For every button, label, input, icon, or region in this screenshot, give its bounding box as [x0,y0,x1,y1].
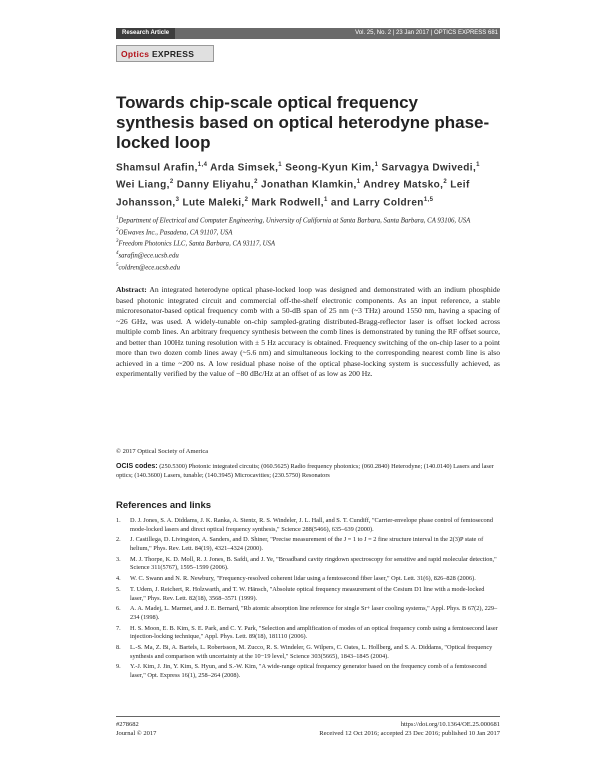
reference-text: J. Castillega, D. Livingston, A. Sanders, and D. Shiner, "Precise measurement of the J = 1 to J = 2 fine structure interval in the 2(3)P state of helium," Phys. Rev. Lett. 84(19), 4321–4324 (2000). [130,536,484,552]
reference-text: D. J. Jones, S. A. Diddams, J. K. Ranka, A. Stentz, R. S. Windeler, J. L. Hall, and S. T. Cundiff, "Carrier-envelope phase control of femtosecond mode-locked lasers and direct optical frequency synthesis," Science 288(5466), 635–639 (2000). [130,517,493,533]
reference-item [116,663,500,680]
volume-info: Vol. 25, No. 2 | 23 Jan 2017 | OPTICS EXPRESS 681 [355,30,498,36]
affiliation-line [116,261,500,273]
author-affiliation-sup: 3 [175,196,180,203]
reference-item [116,517,500,534]
affiliation-line [116,237,500,249]
reference-list [116,517,500,683]
reference-number: 1. [116,517,121,524]
abstract-label: Abstract: [116,285,147,294]
affiliation-text: coldren@ece.ucsb.edu [118,263,180,271]
author-name: Shamsul Arafin, [116,162,198,174]
abstract-text: An integrated heterodyne optical phase-locked loop was designed and demonstrated with an indium phosphide based photonic integrated circuit and commercial off-the-shelf electronic components. As an input reference, a stable microresonator-based optical frequency comb with a 50-dB span of 25 nm (~3 THz) around 1550 nm, having a spacing of ~26 GHz, was used. A widely-tunable on-chip sampled-grating distributed-Bragg-reflector laser is offset locked across multiple comb lines. An arbitrary frequency synthesis between the comb lines is demonstrated by tuning the RF offset source, and better than 100Hz tuning resolution with ± 5 Hz accuracy is obtained. Frequency switching of the on-chip laser to a point more than two dozen comb lines away (~5.6 nm) and simultaneous locking to the corresponding nearest comb line is also achieved in a time ~200 ns. A low residual phase noise of the optical phase-locking system is successfully achieved, as experimentally verified by the value of −80 dBc/Hz at an offset of as low as 200 Hz. [116,285,500,378]
author-name: Leif Johansson, [116,179,470,208]
doi-link[interactable]: https://doi.org/10.1364/OE.25.000681 [400,721,500,728]
author-name: Jonathan Klamkin, [261,179,357,191]
logo-express: EXPRESS [151,48,195,59]
author-name: Sarvagya Dwivedi, [381,162,477,174]
reference-item [116,625,500,642]
author-affiliation-sup: 1 [374,162,379,168]
paper-title: Towards chip-scale optical frequency synthesis based on optical heterodyne phase-locked loop [116,93,490,152]
reference-number: 8. [116,644,121,652]
author-name: and Larry Coldren [330,196,424,208]
ocis-label: OCIS codes: [116,463,158,470]
affiliation-sup: 1 [116,216,119,221]
author-affiliation-sup: 1 [476,162,480,168]
affiliation-text: OEwaves Inc., Pasadena, CA 91107, USA [118,228,233,236]
footer-left [116,720,156,738]
author-name: Wei Liang, [116,179,170,191]
reference-text: W. C. Swann and N. R. Newbury, "Frequency-resolved coherent lidar using a femtosecond fiber laser," Opt. Lett. 31(6), 826–828 (2006). [130,575,476,583]
author-affiliation-sup: 1 [356,179,361,186]
reference-text: H. S. Moon, E. B. Kim, S. E. Park, and C. Y. Park, "Selection and amplification of modes of an optical frequency comb using a femtosecond laser injection-locking technique," Appl. Phys. Lett. 89(18), 181110 (2006). [130,624,498,641]
affiliation-text: sarafin@ece.ucsb.edu [118,252,179,260]
reference-number: 9. [116,663,121,671]
author-affiliation-sup: 2 [254,179,258,186]
author-name: Lute Maleki, [182,196,245,208]
author-affiliation-sup: 1 [323,196,328,203]
author-name: Danny Eliyahu, [176,179,255,191]
reference-number: 7. [116,624,121,632]
ocis-text: (250.5300) Photonic integrated circuits; (060.5625) Radio frequency photonics; (060.2840) Heterodyne; (140.0140) Lasers and laser optics; (140.3600) Lasers, tunable; (140.3945) Microcavities; (230.5750) Resonators [116,463,494,479]
author-affiliation-sup: 1,4 [197,162,208,168]
reference-number: 6. [116,605,121,613]
references-heading: References and links [116,500,212,511]
reference-item [116,605,500,622]
affiliation-sup: 4 [116,251,119,257]
reference-text: Y.-J. Kim, J. Jin, Y. Kim, S. Hyun, and S.-W. Kim, "A wide-range optical frequency generator based on the frequency comb of a femtosecond laser," Opt. Express 16(1), 258–264 (2008). [130,663,487,679]
affiliations [116,214,500,272]
author-list [116,158,496,210]
journal-logo [116,45,214,62]
reference-number: 2. [116,536,121,544]
author-name: Andrey Matsko, [363,179,444,191]
affiliation-line [116,249,500,261]
reference-item [116,644,500,661]
journal-copyright: Journal © 2017 [116,730,157,737]
author-name: Arda Simsek, [210,162,279,174]
author-affiliation-sup: 2 [244,196,249,203]
reference-number: 4. [116,575,121,583]
reference-number: 3. [116,555,121,563]
reference-number: 5. [116,585,121,593]
reference-text: T. Udem, J. Reichert, R. Holzwarth, and T. W. Hänsch, "Absolute optical frequency measurement of the Cesium D1 line with a mode-locked laser," Phys. Rev. Lett. 82(18), 3568–3571 (1999). [130,585,485,602]
affiliation-text: Freedom Photonics LLC, Santa Barbara, CA 93117, USA [118,240,276,248]
author-affiliation-sup: 1,5 [423,196,434,203]
publication-dates: Received 12 Oct 2016; accepted 23 Dec 2016; published 10 Jan 2017 [319,730,500,737]
author-affiliation-sup: 2 [169,179,174,186]
author-name: Seong-Kyun Kim, [285,162,375,174]
author-name: Mark Rodwell, [251,196,324,208]
ocis-codes [116,463,500,480]
footer-right [319,720,500,738]
reference-text: L.-S. Ma, Z. Bi, A. Bartels, L. Robertsson, M. Zucco, R. S. Windeler, G. Wilpers, C. Oates, L. Hollberg, and S. A. Diddams, "Optical frequency synthesis and comparison with uncertainty at the 10−19 level," Science 303(5665), 1843–1845 (2004). [130,644,493,660]
affiliation-line [116,226,500,238]
logo-optics: Optics [121,48,150,59]
reference-text: M. J. Thorpe, K. D. Moll, R. J. Jones, B. Safdi, and J. Ye, "Broadband cavity ringdown spectroscopy for sensitive and rapid molecular detection," Science 311(5767), 1595–1599 (2006). [130,555,497,572]
reference-item [116,575,500,584]
affiliation-sup: 3 [116,239,119,245]
article-type-tag: Research Article [116,28,175,39]
article-id: #278682 [116,721,139,728]
reference-item [116,536,500,553]
reference-item [116,556,500,573]
abstract [116,285,500,380]
affiliation-line [116,214,500,226]
author-affiliation-sup: 2 [443,179,448,186]
reference-item [116,586,500,603]
affiliation-sup: 2 [116,227,119,233]
copyright: © 2017 Optical Society of America [116,448,209,455]
footer-rule [116,716,500,717]
affiliation-text: Department of Electrical and Computer Engineering, University of California at Santa Barbara, Santa Barbara, CA 93106, USA [118,217,471,225]
affiliation-sup: 5 [116,262,119,268]
author-affiliation-sup: 1 [278,162,283,168]
reference-text: A. A. Madej, L. Marmet, and J. E. Bernard, "Rb atomic absorption line reference for single Sr+ laser cooling systems," Appl. Phys. B 67(2), 229–234 (1998). [130,605,498,621]
